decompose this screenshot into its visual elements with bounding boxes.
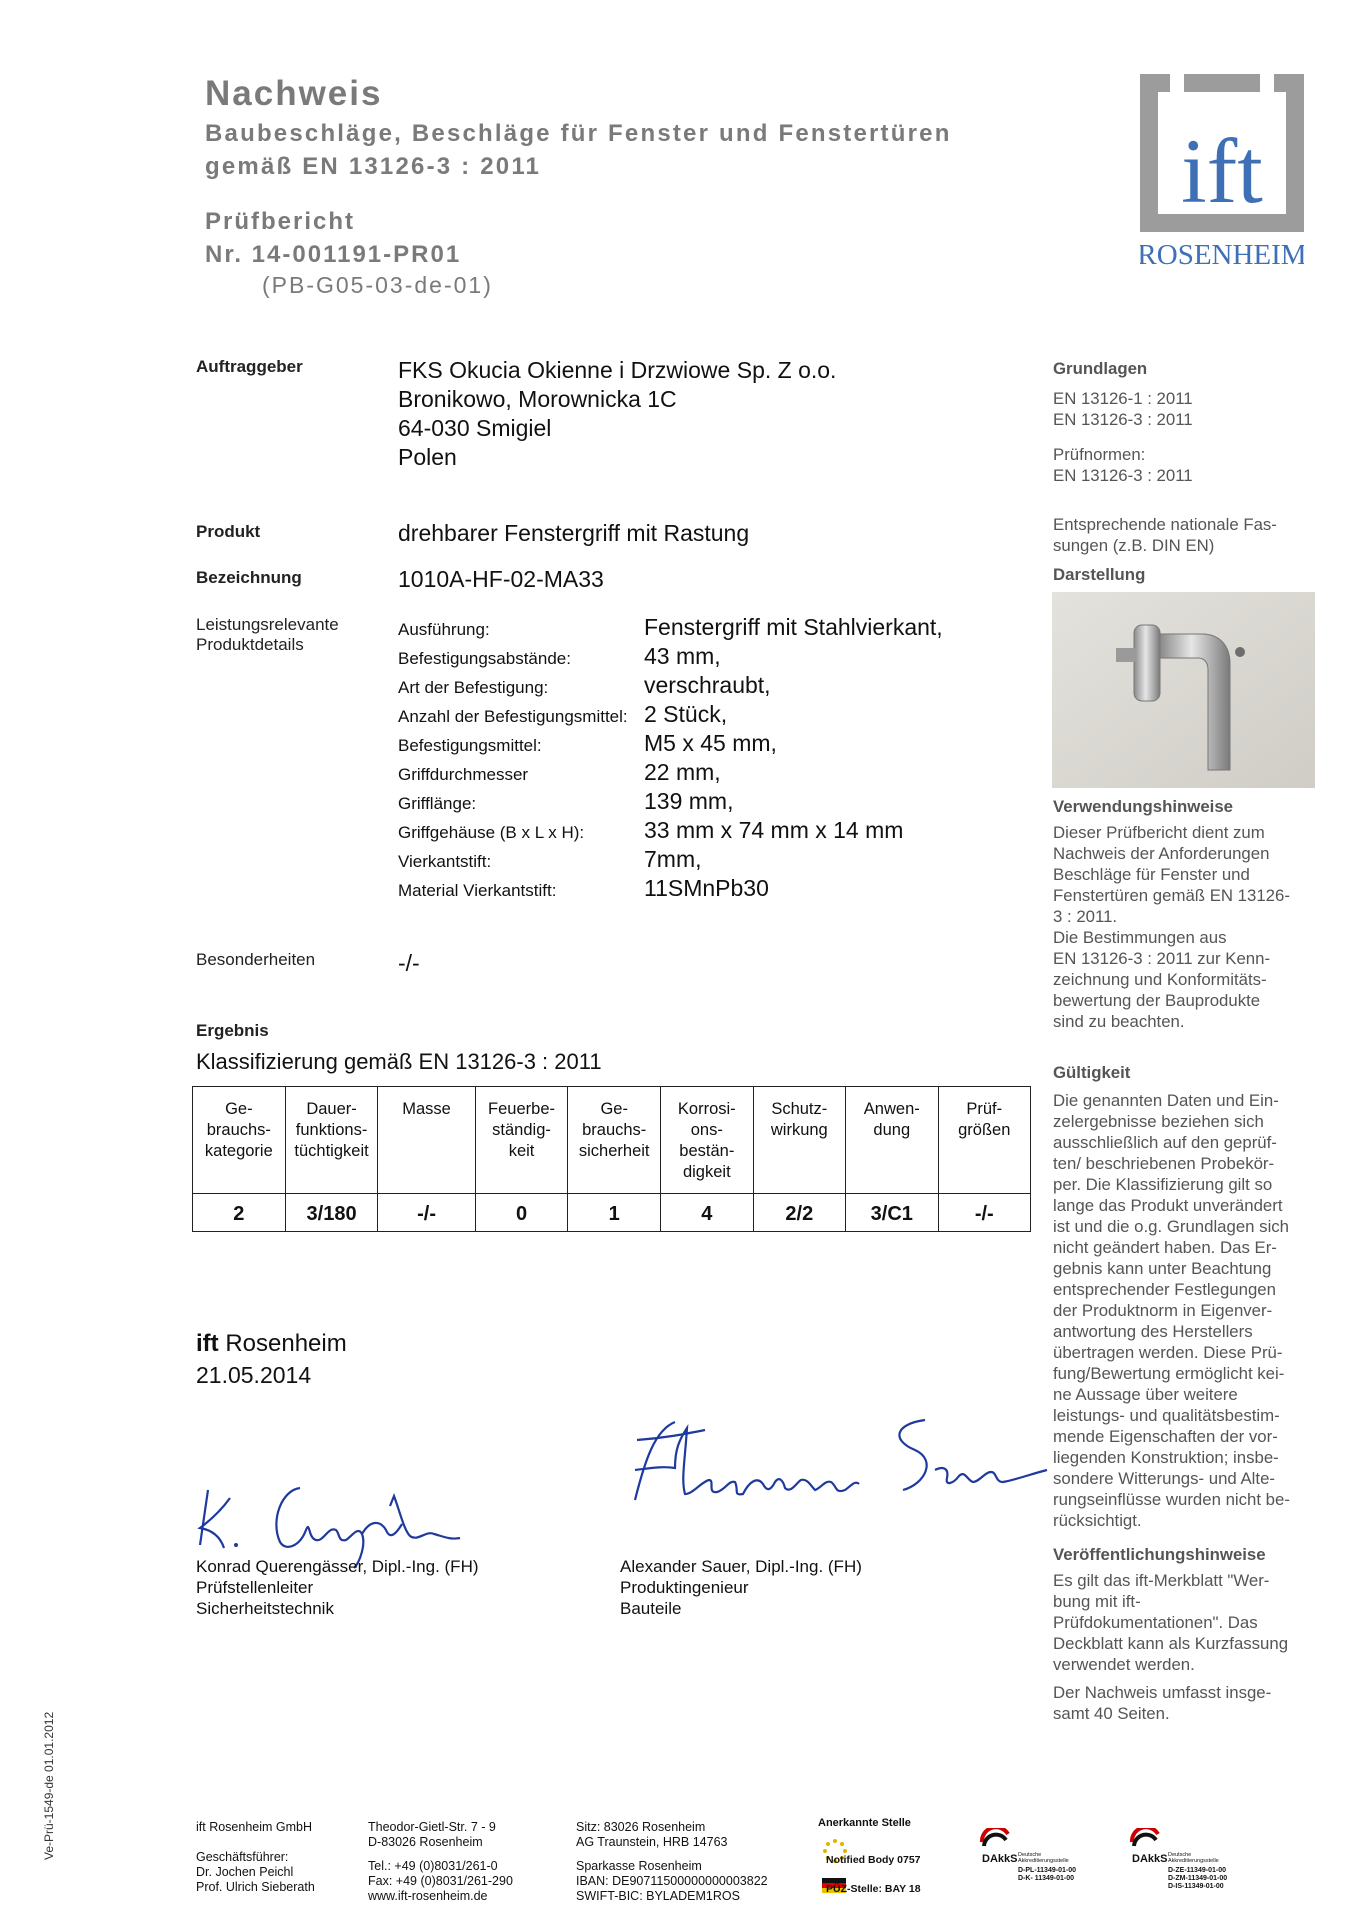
detail-label: Art der Befestigung: — [398, 678, 549, 697]
detail-label: Griffdurchmesser — [398, 765, 529, 784]
detail-value: 22 mm, — [644, 759, 721, 785]
form-code: (PB-G05-03-de-01) — [262, 272, 493, 298]
side-gueltigkeit: Die genannten Daten und Ein- zelergebnisse beziehen sich ausschließlich auf den geprüf- ten/ beschriebenen Probekör- per. Die Klassifizierung gilt so lange das Produkt unverändert ist und die o.g. Grundlagen sich nicht geändert haben. Das Er- gebnis kann unter Beachtung entsprechender Festlegungen der Produktnorm in Eigenver- antwortung des Herstellers übertragen werden. Diese Prü- fung/Bewertung ermöglicht kei- ne Aussage über weitere leistungs- und qualitätsbestim- mende Eigenschaften der vor- liegenden Konstruktion; insbe- sondere Witterungs- und Alte- rungseinflüsse wurden nicht be- rücksichtigt. — [1053, 1091, 1290, 1530]
svg-text:D-ZM-11349-01-00: D-ZM-11349-01-00 — [1168, 1875, 1228, 1882]
signoff-date: 21.05.2014 — [196, 1362, 312, 1388]
table-header-row — [193, 1087, 1031, 1194]
svg-text:D-K- 11349-01-00: D-K- 11349-01-00 — [1018, 1875, 1075, 1882]
signature-sauer — [615, 1410, 1055, 1525]
detail-label: Ausführung: — [398, 620, 490, 639]
table-cell: 3/180 — [285, 1194, 378, 1232]
svg-text:D-PL-11349-01-00: D-PL-11349-01-00 — [1018, 1867, 1076, 1874]
side-grundlagen: EN 13126-1 : 2011 EN 13126-3 : 2011 — [1053, 389, 1193, 429]
detail-label: Griffgehäuse (B x L x H): — [398, 823, 585, 842]
signer2-block: Alexander Sauer, Dipl.-Ing. (FH) Produktingenieur Bauteile — [620, 1557, 862, 1618]
detail-value: 2 Stück, — [644, 701, 728, 727]
detail-label: Anzahl der Befestigungsmittel: — [398, 707, 628, 726]
table-header-cell: Korrosi- ons- bestän- digkeit — [661, 1087, 754, 1194]
svg-text:D-IS-11349-01-00: D-IS-11349-01-00 — [1168, 1883, 1224, 1890]
detail-value: 11SMnPb30 — [644, 875, 769, 901]
footer-registry: Sitz: 83026 Rosenheim AG Traunstein, HRB 14763 Sparkasse Rosenheim IBAN: DE90711500000000003822 SWIFT-BIC: BYLADEM1ROS — [576, 1820, 768, 1903]
designation-value: 1010A-HF-02-MA33 — [398, 566, 604, 592]
details-label-1: Leistungsrelevante — [196, 615, 339, 634]
designation-label: Bezeichnung — [196, 568, 302, 587]
detail-value: Fenstergriff mit Stahlvierkant, — [644, 614, 943, 640]
detail-value: verschraubt, — [644, 672, 771, 698]
detail-value: 139 mm, — [644, 788, 734, 814]
side-darstellung-heading: Darstellung — [1053, 565, 1146, 584]
table-header-cell: Ge- brauchs- kategorie — [193, 1087, 286, 1194]
table-header-cell: Schutz- wirkung — [753, 1087, 845, 1194]
detail-value: 33 mm x 74 mm x 14 mm — [644, 817, 904, 843]
table-row — [193, 1194, 1031, 1232]
side-pruefnormen: Prüfnormen: EN 13126-3 : 2011 — [1053, 445, 1193, 485]
client-line-3: 64-030 Smigiel — [398, 415, 552, 441]
svg-text:D-ZE-11349-01-00: D-ZE-11349-01-00 — [1168, 1867, 1226, 1874]
svg-text:Deutsche: Deutsche — [1168, 1852, 1192, 1858]
table-header-cell: Masse — [378, 1087, 475, 1194]
table-cell: 0 — [475, 1194, 568, 1232]
side-veroeff-heading: Veröffentlichungshinweise — [1053, 1545, 1266, 1564]
document-title: Nachweis — [205, 74, 383, 113]
detail-value: 7mm, — [644, 846, 702, 872]
report-label: Prüfbericht — [205, 208, 356, 235]
classification-title: Klassifizierung gemäß EN 13126-3 : 2011 — [196, 1049, 602, 1074]
svg-text:Akkreditierungsstelle: Akkreditierungsstelle — [1168, 1858, 1219, 1864]
table-cell: 1 — [568, 1194, 661, 1232]
footer-company: ift Rosenheim GmbH Geschäftsführer: Dr. Jochen Peichl Prof. Ulrich Sieberath — [196, 1820, 315, 1894]
table-header-cell: Prüf- größen — [938, 1087, 1030, 1194]
detail-label: Befestigungsmittel: — [398, 736, 542, 755]
side-national: Entsprechende nationale Fas- sungen (z.B. DIN EN) — [1053, 515, 1277, 555]
document-subtitle-line1: Baubeschläge, Beschläge für Fenster und Fenstertüren — [205, 120, 952, 147]
ift-logo — [1140, 74, 1304, 274]
product-value: drehbarer Fenstergriff mit Rastung — [398, 520, 750, 546]
client-line-1: FKS Okucia Okienne i Drzwiowe Sp. Z o.o. — [398, 357, 837, 383]
svg-text:Akkreditierungsstelle: Akkreditierungsstelle — [1018, 1858, 1069, 1864]
side-gueltigkeit-heading: Gültigkeit — [1053, 1063, 1131, 1082]
classification-table — [192, 1086, 1031, 1232]
side-umfang: Der Nachweis umfasst insge- samt 40 Seiten. — [1053, 1683, 1272, 1723]
document-subtitle-line2: gemäß EN 13126-3 : 2011 — [205, 153, 542, 180]
detail-value: 43 mm, — [644, 643, 721, 669]
client-line-2: Bronikowo, Morownicka 1C — [398, 386, 677, 412]
detail-label: Befestigungsabstände: — [398, 649, 571, 668]
side-grundlagen-heading: Grundlagen — [1053, 359, 1148, 378]
form-code-vertical: Ve-Prü-1549-de 01.01.2012 — [42, 1711, 56, 1860]
svg-text:DAkkS: DAkkS — [1132, 1853, 1168, 1865]
table-header-cell: Anwen- dung — [846, 1087, 938, 1194]
signer1-block: Konrad Querengässer, Dipl.-Ing. (FH) Prüfstellenleiter Sicherheitstechnik — [196, 1557, 479, 1618]
footer-recognized-label: Anerkannte Stelle — [818, 1817, 911, 1829]
client-label: Auftraggeber — [196, 357, 303, 376]
table-cell: 4 — [661, 1194, 754, 1232]
dakks-logo-icon — [978, 1828, 1128, 1893]
footer-notified-body: Notified Body 0757 — [826, 1854, 921, 1866]
special-label: Besonderheiten — [196, 950, 316, 969]
table-cell: 2/2 — [753, 1194, 845, 1232]
detail-label: Material Vierkantstift: — [398, 881, 557, 900]
special-value: -/- — [398, 950, 420, 976]
table-cell: -/- — [938, 1194, 1030, 1232]
client-line-4: Polen — [398, 444, 457, 470]
result-label: Ergebnis — [196, 1021, 269, 1040]
footer-puez: PÜZ-Stelle: BAY 18 — [826, 1883, 921, 1895]
detail-label: Grifflänge: — [398, 794, 477, 813]
report-number: Nr. 14-001191-PR01 — [205, 241, 462, 268]
table-header-cell: Ge- brauchs- sicherheit — [568, 1087, 661, 1194]
side-verwendung: Dieser Prüfbericht dient zum Nachweis der Anforderungen Beschläge für Fenster und Fenstertüren gemäß EN 13126- 3 : 2011. Die Bestimmungen aus EN 13126-3 : 2011 zur Kenn- zeichnung und Konformitäts- bewertung der Bauprodukte sind zu beachten. — [1053, 823, 1290, 1031]
product-photo — [1052, 592, 1315, 788]
dakks-logo-icon — [1128, 1828, 1278, 1897]
svg-text:Deutsche: Deutsche — [1018, 1852, 1042, 1858]
footer-address: Theodor-Gietl-Str. 7 - 9 D-83026 Rosenheim Tel.: +49 (0)8031/261-0 Fax: +49 (0)8031/261-290 www.ift-rosenheim.de — [368, 1820, 513, 1903]
details-label-2: Produktdetails — [196, 635, 304, 654]
svg-text:ift: ift — [1181, 120, 1263, 222]
table-cell: 2 — [193, 1194, 286, 1232]
svg-text:DAkkS: DAkkS — [982, 1853, 1018, 1865]
table-cell: 3/C1 — [846, 1194, 938, 1232]
detail-value: M5 x 45 mm, — [644, 730, 777, 756]
detail-label: Vierkantstift: — [398, 852, 492, 871]
signoff-org: ift Rosenheim — [196, 1330, 347, 1357]
table-cell: -/- — [378, 1194, 475, 1232]
table-header-cell: Feuerbe- ständig- keit — [475, 1087, 568, 1194]
side-veroeff: Es gilt das ift-Merkblatt "Wer- bung mit ift- Prüfdokumentationen". Das Deckblatt kann als Kurzfassung verwendet werden. — [1053, 1571, 1289, 1674]
product-label: Produkt — [196, 522, 261, 541]
side-verwendung-heading: Verwendungshinweise — [1053, 797, 1233, 816]
svg-text:ROSENHEIM: ROSENHEIM — [1140, 239, 1304, 271]
table-header-cell: Dauer- funktions- tüchtigkeit — [285, 1087, 378, 1194]
